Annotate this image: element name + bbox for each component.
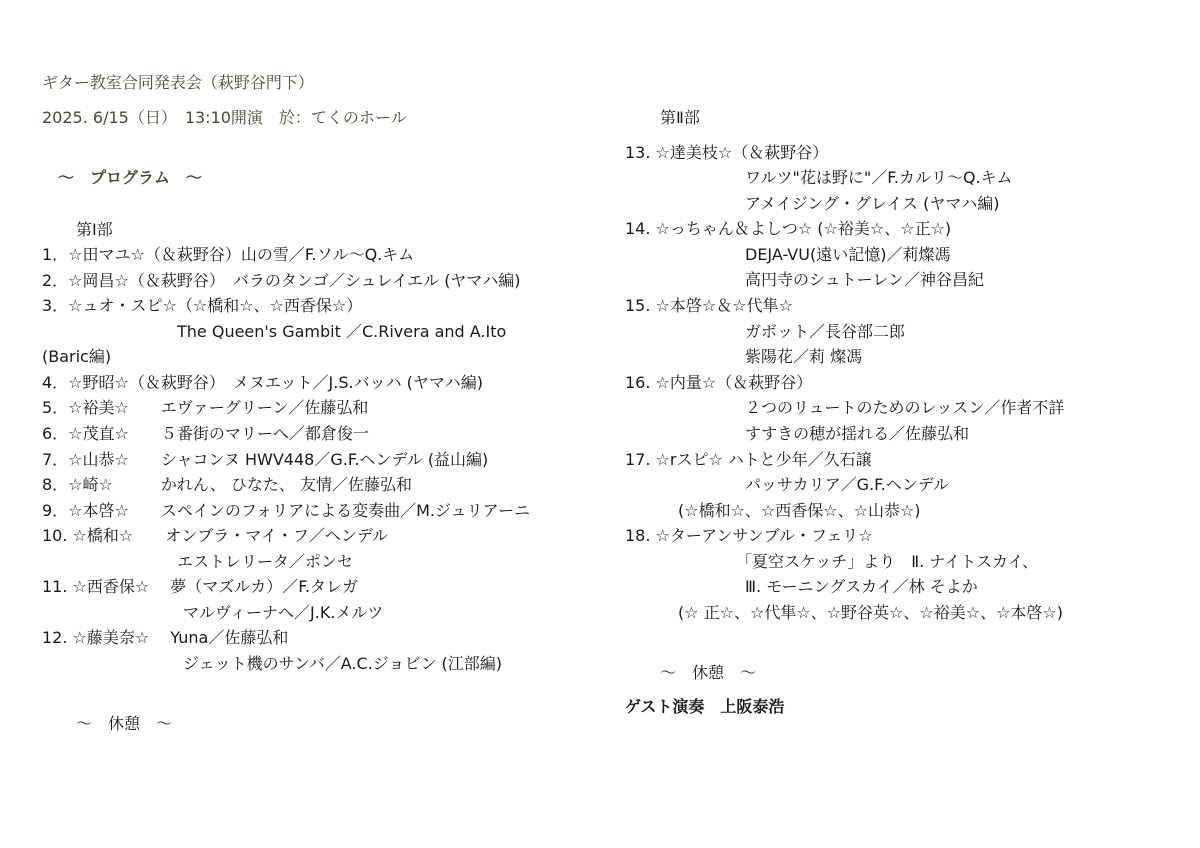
program-item: 2．☆岡昌☆（＆萩野谷） バラのタンゴ／シュレイエル (ヤマハ編) bbox=[42, 271, 521, 290]
program-item-continuation: ガボット／長谷部二郎 bbox=[745, 322, 906, 341]
date-venue-line: 2025. 6/15（日） 13:10開演 於：てくのホール bbox=[42, 108, 407, 127]
program-item-continuation: 「夏空スケッチ」より Ⅱ. ナイトスカイ、 bbox=[736, 552, 1039, 571]
program-item: 5．☆裕美☆ エヴァーグリーン／佐藤弘和 bbox=[42, 398, 369, 417]
program-item: 13. ☆達美枝☆（＆萩野谷） bbox=[625, 143, 829, 162]
program-item: 1．☆田マユ☆（＆萩野谷）山の雪／F.ソル〜Q.キム bbox=[42, 245, 415, 264]
program-item: 12. ☆藤美奈☆ Yuna／佐藤弘和 bbox=[42, 628, 289, 647]
program-item-continuation: (Baric編) bbox=[42, 347, 112, 366]
program-item-continuation: ２つのリュートのためのレッスン／作者不詳 bbox=[745, 398, 1065, 417]
program-item: 8．☆崎☆ かれん、 ひなた、 友情／佐藤弘和 bbox=[42, 475, 412, 494]
intermission-label: 〜 休憩 〜 bbox=[660, 663, 757, 682]
program-item-continuation: すすきの穂が揺れる／佐藤弘和 bbox=[745, 424, 970, 443]
program-item: 18. ☆ターアンサンブル・フェリ☆ bbox=[625, 526, 873, 545]
program-item: 11. ☆西香保☆ 夢（マズルカ）／F.タレガ bbox=[42, 577, 359, 596]
program-item-continuation: 高円寺のシュトーレン／神谷昌紀 bbox=[745, 270, 984, 289]
part-one-title: 第Ⅰ部 bbox=[76, 220, 113, 239]
program-item-continuation: Ⅲ. モーニングスカイ／林 そよか bbox=[745, 577, 978, 596]
performers-line: (☆橋和☆、☆西香保☆、☆山恭☆) bbox=[678, 501, 921, 520]
program-item: 15. ☆本啓☆＆☆代隼☆ bbox=[625, 296, 793, 315]
program-item-continuation: The Queen's Gambit ／C.Rivera and A.Ito bbox=[177, 322, 507, 341]
program-item: 16. ☆内量☆（＆萩野谷） bbox=[625, 373, 813, 392]
intermission-label: 〜 休憩 〜 bbox=[76, 714, 173, 733]
guest-performance: ゲスト演奏 上阪泰浩 bbox=[625, 697, 785, 716]
program-item-continuation: 紫陽花／莉 燦馮 bbox=[745, 347, 863, 366]
program-heading: 〜 プログラム 〜 bbox=[58, 168, 202, 187]
program-item: 3．☆ュオ・スピ☆（☆橋和☆、☆西香保☆） bbox=[42, 296, 363, 315]
program-item: 9．☆本啓☆ スペインのフォリアによる変奏曲／M.ジュリアーニ bbox=[42, 501, 531, 520]
performers-line: (☆ 正☆、☆代隼☆、☆野谷英☆、☆裕美☆、☆本啓☆) bbox=[678, 603, 1064, 622]
program-item-continuation: ジェット機のサンバ／A.C.ジョビン (江部編) bbox=[183, 654, 503, 673]
program-item-continuation: マルヴィーナへ／J.K.メルツ bbox=[183, 603, 384, 622]
concert-title: ギター教室合同発表会（萩野谷門下） bbox=[42, 73, 314, 92]
program-item: 4．☆野昭☆（＆萩野谷） メヌエット／J.S.バッハ (ヤマハ編) bbox=[42, 373, 484, 392]
program-item-continuation: アメイジング・グレイス (ヤマハ編) bbox=[745, 194, 1000, 213]
program-item-continuation: エストレリータ／ポンセ bbox=[177, 552, 354, 571]
program-item: 17. ☆rスピ☆ ハトと少年／久石譲 bbox=[625, 450, 872, 469]
program-item: 6．☆茂直☆ ５番街のマリーへ／都倉俊一 bbox=[42, 424, 369, 443]
program-item-continuation: ワルツ"花は野に"／F.カルリ〜Q.キム bbox=[745, 168, 1013, 187]
part-two-title: 第Ⅱ部 bbox=[660, 108, 700, 127]
program-item-continuation: DEJA-VU(遠い記憶)／莉燦馮 bbox=[745, 245, 951, 264]
program-item-continuation: パッサカリア／G.F.ヘンデル bbox=[745, 475, 950, 494]
program-item: 10. ☆橋和☆ オンブラ・マイ・フ／ヘンデル bbox=[42, 526, 389, 545]
program-item: 7．☆山恭☆ シャコンヌ HWV448／G.F.ヘンデル (益山編) bbox=[42, 450, 489, 469]
program-item: 14. ☆っちゃん＆よしつ☆ (☆裕美☆、☆正☆) bbox=[625, 219, 952, 238]
